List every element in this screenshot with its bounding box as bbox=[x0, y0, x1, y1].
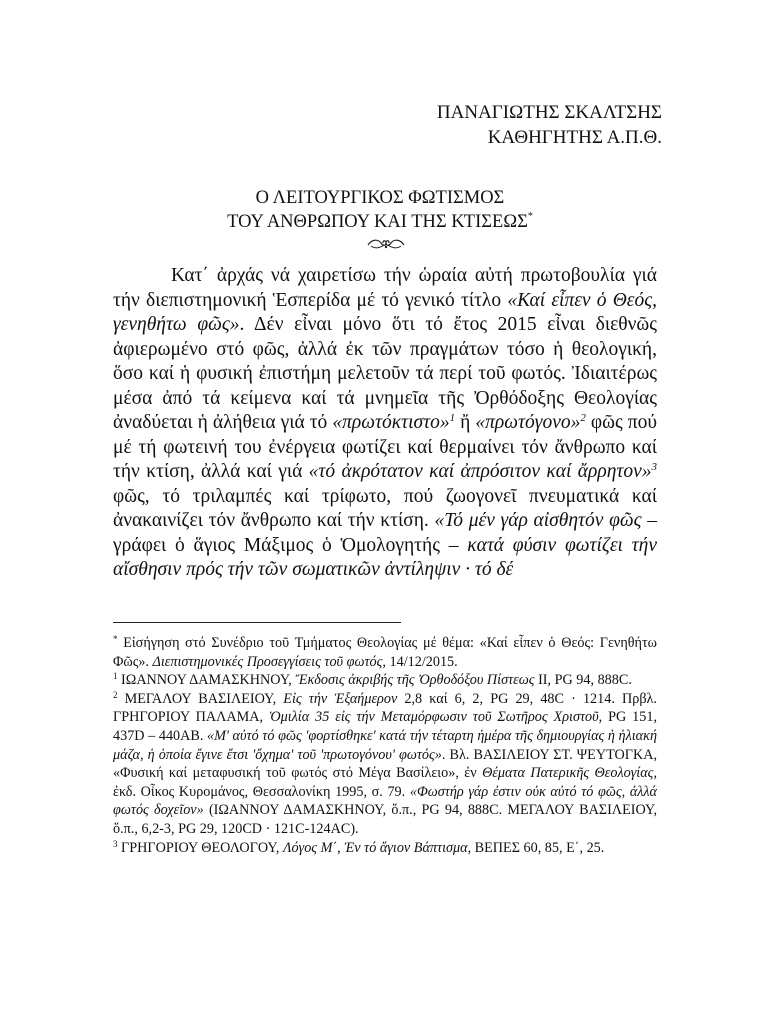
ornament-flourish-icon bbox=[366, 236, 406, 250]
footnote-italic: Ὁμιλία 35 εἰς τήν Μεταμόρφωσιν τοῦ Σωτῆρος Χριστοῦ bbox=[268, 709, 599, 726]
footnote-text: 2,8 καί 6, 2, PG 29, 48C · 1214. Πρβλ. ΓΡΗΓΟΡΙΟΥ ΠΑΛΑΜΑ, bbox=[113, 690, 657, 726]
body-quote: κατά φύσιν φωτίζει τήν αἴσθησιν πρός τήν τῶν σωματικῶν ἀντίληψιν · τό δέ bbox=[113, 534, 657, 580]
footnote-text: ΓΡΗΓΟΡΙΟΥ ΘΕΟΛΟΓΟΥ, bbox=[117, 839, 283, 856]
title-line-2-text: ΤΟΥ ΑΝΘΡΩΠΟΥ ΚΑΙ ΤΗΣ ΚΤΙΣΕΩΣ bbox=[227, 212, 528, 232]
footnote-ref-1[interactable]: 1 bbox=[449, 412, 456, 424]
footnote-italic: «Μ' αὐτό τό φῶς 'φορτίσθηκε' κατά τήν τέταρτη ἡμέρα τῆς δημιουργίας ἡ ἡλιακή μάζα, ἡ ὁποία ἔγινε ἔτσι 'ὄχημα' τοῦ 'πρωτογόνου' φωτός» bbox=[113, 727, 657, 763]
author-position: ΚΑΘΗΓΗΤΗΣ Α.Π.Θ. bbox=[487, 127, 662, 148]
footnote-italic: Ἔκδοσις ἀκριβής τῆς Ὀρθοδόξου Πίστεως bbox=[295, 672, 535, 689]
footnote-star bbox=[113, 634, 657, 671]
body-quote: «πρωτόγονο» bbox=[475, 412, 581, 433]
footnote-mark: 2 bbox=[113, 689, 118, 700]
footnote-italic: Διεπιστημονικές Προσεγγίσεις τοῦ φωτός bbox=[152, 653, 383, 670]
footnote-text: (ΙΩΑΝΝΟΥ ΔΑΜΑΣΚΗΝΟΥ, ὅ.π., PG 94, 888C. ΜΕΓΑΛΟΥ ΒΑΣΙΛΕΙΟΥ, ὅ.π., 6,2-3, PG 29, 120CD · 121C-124AC). bbox=[113, 802, 657, 837]
footnote-text: , 14/12/2015. bbox=[382, 653, 458, 670]
footnote-text: , ἐκδ. Οἶκος Κυρομάνος, Θεσσαλονίκη 1995, σ. 79. bbox=[113, 765, 657, 800]
body-text: φῶς, τό τριλαμπές καί τρίφωτο, πού ζωογονεῖ πνευματικά καί ἀνακαινίζει τόν ἄνθρωπο καί τήν κτίση. bbox=[113, 485, 657, 531]
article-title bbox=[180, 186, 580, 234]
footnote-1 bbox=[113, 671, 657, 690]
footnote-text: Εἰσήγηση στό Συνέδριο τοῦ Τμήματος Θεολογίας μέ θέμα: «Καί εἶπεν ὁ Θεός: Γενηθήτω Φῶς». bbox=[113, 635, 657, 670]
title-line-2 bbox=[180, 210, 580, 234]
footnote-mark: 1 bbox=[113, 671, 118, 682]
body-quote: «Τό μέν γάρ αἰσθητόν φῶς bbox=[434, 510, 642, 531]
footnote-italic: Εἰς τήν Ἑξαήμερον bbox=[283, 690, 398, 707]
author-block bbox=[437, 100, 662, 150]
footnote-text: ΜΕΓΑΛΟΥ ΒΑΣΙΛΕΙΟΥ, bbox=[117, 690, 284, 707]
footnote-separator bbox=[113, 622, 401, 623]
footnote-italic: Λόγος Μ΄, Ἐν τό ἅγιον Βάπτισμα bbox=[282, 839, 468, 856]
body-quote: «πρωτόκτιστο» bbox=[332, 412, 450, 433]
footnote-text: ΙΩΑΝΝΟΥ ΔΑΜΑΣΚΗΝΟΥ, bbox=[117, 672, 296, 689]
footnote-2 bbox=[113, 690, 657, 839]
footnote-text: . Βλ. ΒΑΣΙΛΕΙΟΥ ΣΤ. ΨΕΥΤΟΓΚΑ, «Φυσική καί μεταφυσική τοῦ φωτός στό Μέγα Βασίλειο», ἐν bbox=[113, 746, 657, 782]
footnote-ref-2[interactable]: 2 bbox=[580, 412, 586, 424]
footnote-italic: Θέματα Πατερικῆς Θεολογίας bbox=[482, 765, 654, 782]
footnote-mark: * bbox=[113, 634, 118, 644]
body-text: . Δέν εἶναι μόνο ὅτι τό ἔτος 2015 εἶναι διεθνῶς ἀφιερωμένο στό φῶς, ἀλλά ἐκ τῶν πραγμάτων τόσο ἡ θεολογική, ὅσο καί ἡ φυσική ἐπιστήμη μελετοῦν τά περί τοῦ φωτός. Ἰδιαιτέρως μέσα ἀπό τά κείμενα καί τά μνημεῖα τῆς Ὀρθόδοξης Θεολογίας ἀναδύεται ἡ ἀλήθεια γιά τό bbox=[113, 314, 657, 433]
footnote-text: II, PG 94, 888C. bbox=[534, 672, 632, 689]
footnote-text: , PG 151, 437D – 440AB. bbox=[113, 709, 658, 744]
body-paragraph bbox=[113, 264, 657, 583]
title-line-1: Ο ΛΕΙΤΟΥΡΓΙΚΟΣ ΦΩΤΙΣΜΟΣ bbox=[255, 188, 505, 208]
main-text bbox=[113, 264, 657, 583]
body-quote: «Καί εἶπεν ὁ Θεός, γενηθήτω φῶς» bbox=[113, 289, 657, 335]
body-quote: «τό ἀκρότατον καί ἀπρόσιτον καί ἄρρητον» bbox=[308, 461, 652, 482]
body-text: Κατ΄ ἀρχάς νά χαιρετίσω τήν ὡραία αὐτή πρωτοβουλία γιά τήν διεπιστημονική Ἑσπερίδα μέ τό γενικό τίτλο bbox=[113, 265, 657, 311]
body-text: – γράφει ὁ ἅγιος Μάξιμος ὁ Ὁμολογητής – bbox=[113, 510, 658, 556]
footnote-italic: «Φωστήρ γάρ ἐστιν οὐκ αὐτό τό φῶς, ἀλλά φωτός δοχεῖον» bbox=[113, 783, 658, 819]
body-text: φῶς πού μέ τή φωτεινή του ἐνέργεια φωτίζει καί θερμαίνει τόν ἄνθρωπο καί τήν κτίση, ἀλλά καί γιά bbox=[113, 412, 658, 482]
footnote-ref-3[interactable]: 3 bbox=[651, 461, 657, 473]
author-name: ΠΑΝΑΓΙΩΤΗΣ ΣΚΑΛΤΣΗΣ bbox=[436, 102, 662, 123]
title-footnote-marker[interactable]: * bbox=[527, 211, 533, 222]
footnote-text: , ΒΕΠΕΣ 60, 85, Ε΄, 25. bbox=[467, 839, 605, 856]
body-text: ἤ bbox=[455, 412, 476, 433]
footnote-mark: 3 bbox=[113, 838, 118, 849]
footnote-3 bbox=[113, 839, 657, 858]
footnotes bbox=[113, 634, 657, 857]
